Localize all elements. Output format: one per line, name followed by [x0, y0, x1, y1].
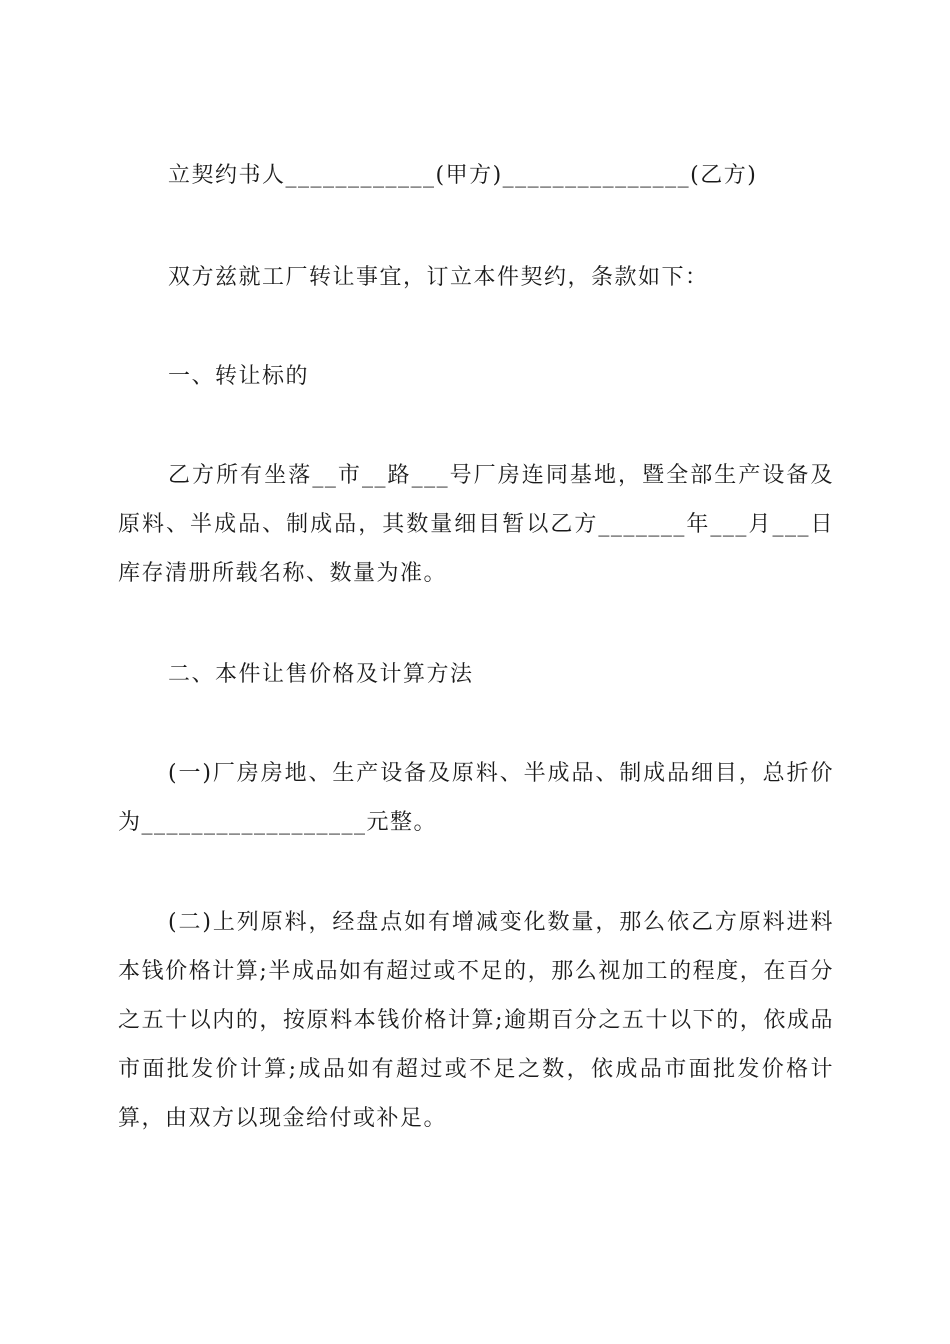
section1-heading: 一、转让标的 — [168, 364, 310, 389]
section2-heading: 二、本件让售价格及计算方法 — [168, 662, 474, 687]
section1-body: 乙方所有坐落__市__路___号厂房连同基地，暨全部生产设备及原料、半成品、制成品，其数量细目暂以乙方_______年___月___日库存清册所载名称、数量为准。 — [118, 463, 834, 586]
clause1-text: (一)厂房房地、生产设备及原料、半成品、制成品细目，总折价为__________________元整。 — [118, 761, 834, 835]
intro-text: 双方兹就工厂转让事宜，订立本件契约，条款如下： — [168, 265, 709, 290]
clause2-text: (二)上列原料，经盘点如有增减变化数量，那么依乙方原料进料本钱价格计算;半成品如有超过或不足的，那么视加工的程度，在百分之五十以内的，按原料本钱价格计算;逾期百分之五十以下的，依成品市面批发价计算;成品如有超过或不足之数，依成品市面批发价格计算，由双方以现金给付或补足。 — [118, 910, 834, 1131]
parties-line: 立契约书人____________(甲方)_______________(乙方) — [168, 163, 758, 188]
